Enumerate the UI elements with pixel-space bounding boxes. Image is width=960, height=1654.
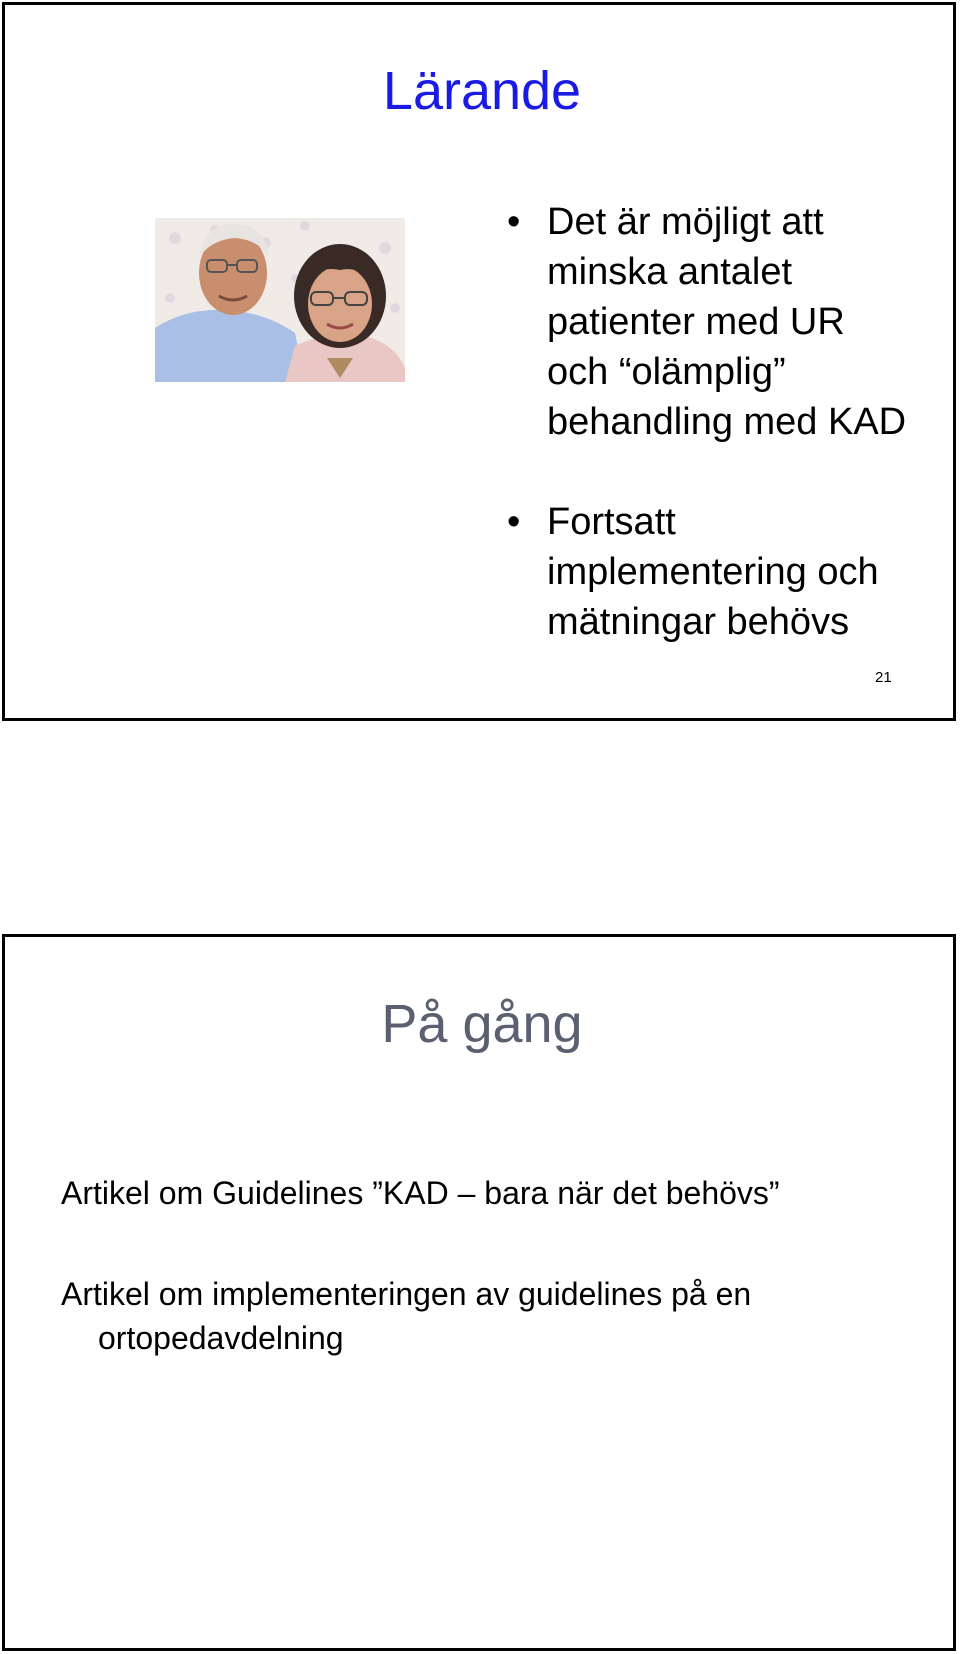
paragraph-line: ortopedavdelning — [98, 1320, 344, 1356]
bullet-dot: • — [507, 501, 521, 543]
bullet-dot: • — [507, 201, 521, 243]
slide-title: På gång — [381, 994, 583, 1054]
paragraph-line: Artikel om implementeringen av guidelines på en — [61, 1276, 752, 1312]
bullet-list — [503, 197, 943, 647]
bullet-item — [503, 197, 943, 447]
bullet-text: Det är möjligt att minska antalet patienter med UR och “olämplig” behandling med KAD — [547, 201, 907, 443]
elderly-couple-photo — [155, 218, 405, 382]
paragraph — [61, 1272, 941, 1360]
bullet-item — [503, 497, 943, 647]
bullet-text: Fortsatt implementering och mätningar behövs — [547, 501, 879, 643]
page-number: 21 — [875, 669, 892, 686]
photo-illustration — [155, 218, 405, 382]
slide-2 — [2, 934, 956, 1651]
slide-title: Lärande — [382, 61, 582, 121]
paragraph: Artikel om Guidelines ”KAD – bara när det behövs” — [61, 1175, 780, 1211]
slide-1 — [2, 2, 956, 721]
